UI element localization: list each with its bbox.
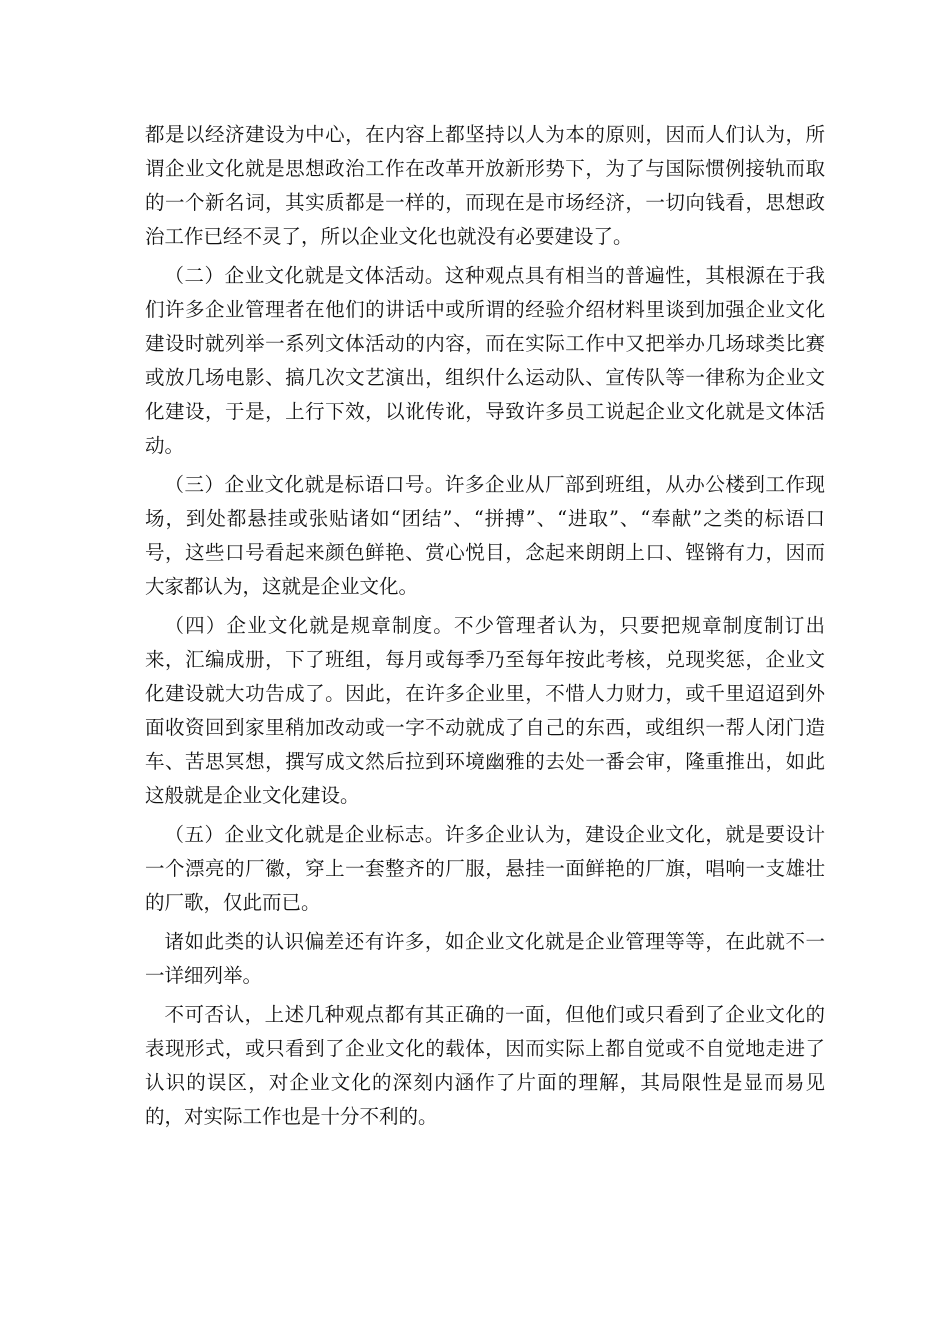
paragraph-point-two: （二）企业文化就是文体活动。这种观点具有相当的普遍性，其根源在于我们许多企业管理者在他们的讲话中或所谓的经验介绍材料里谈到加强企业文化建设时就列举一系列文体活动的内容，而在实际工作中又把举办几场球类比赛或放几场电影、搞几次文艺演出，组织什么运动队、宣传队等一律称为企业文化建设，于是，上行下效，以讹传讹，导致许多员工说起企业文化就是文体活动。 (145, 264, 825, 457)
paragraph-summary: 诸如此类的认识偏差还有许多，如企业文化就是企业管理等等，在此就不一一详细列举。 (145, 930, 825, 987)
paragraph-continuation: 都是以经济建设为中心，在内容上都坚持以人为本的原则，因而人们认为，所谓企业文化就是思想政治工作在改革开放新形势下，为了与国际惯例接轨而取的一个新名词，其实质都是一样的，而现在是市场经济，一切向钱看，思想政治工作已经不灵了，所以企业文化也就没有必要建设了。 (145, 123, 825, 248)
paragraph-point-three: （三）企业文化就是标语口号。许多企业从厂部到班组，从办公楼到工作现场，到处都悬挂或张贴诸如“团结”、“拼搏”、“进取”、“奉献”之类的标语口号，这些口号看起来颜色鲜艳、赏心悦目，念起来朗朗上口、铿锵有力，因而大家都认为，这就是企业文化。 (145, 473, 825, 598)
paragraph-point-five: （五）企业文化就是企业标志。许多企业认为，建设企业文化，就是要设计一个漂亮的厂徽，穿上一套整齐的厂服，悬挂一面鲜艳的厂旗，唱响一支雄壮的厂歌，仅此而已。 (145, 823, 825, 914)
document-body (145, 118, 825, 1139)
paragraph-point-four: （四）企业文化就是规章制度。不少管理者认为，只要把规章制度制订出来，汇编成册，下了班组，每月或每季乃至每年按此考核，兑现奖惩，企业文化建设就大功告成了。因此，在许多企业里，不惜人力财力，或千里迢迢到外面收资回到家里稍加改动或一字不动就成了自己的东西，或组织一帮人闭门造车、苦思冥想，撰写成文然后拉到环境幽雅的去处一番会审，隆重推出，如此这般就是企业文化建设。 (145, 614, 825, 807)
paragraph-conclusion: 不可否认，上述几种观点都有其正确的一面，但他们或只看到了企业文化的表现形式，或只看到了企业文化的载体，因而实际上都自觉或不自觉地走进了认识的误区，对企业文化的深刻内涵作了片面的理解，其局限性是显而易见的，对实际工作也是十分不利的。 (145, 1003, 825, 1128)
